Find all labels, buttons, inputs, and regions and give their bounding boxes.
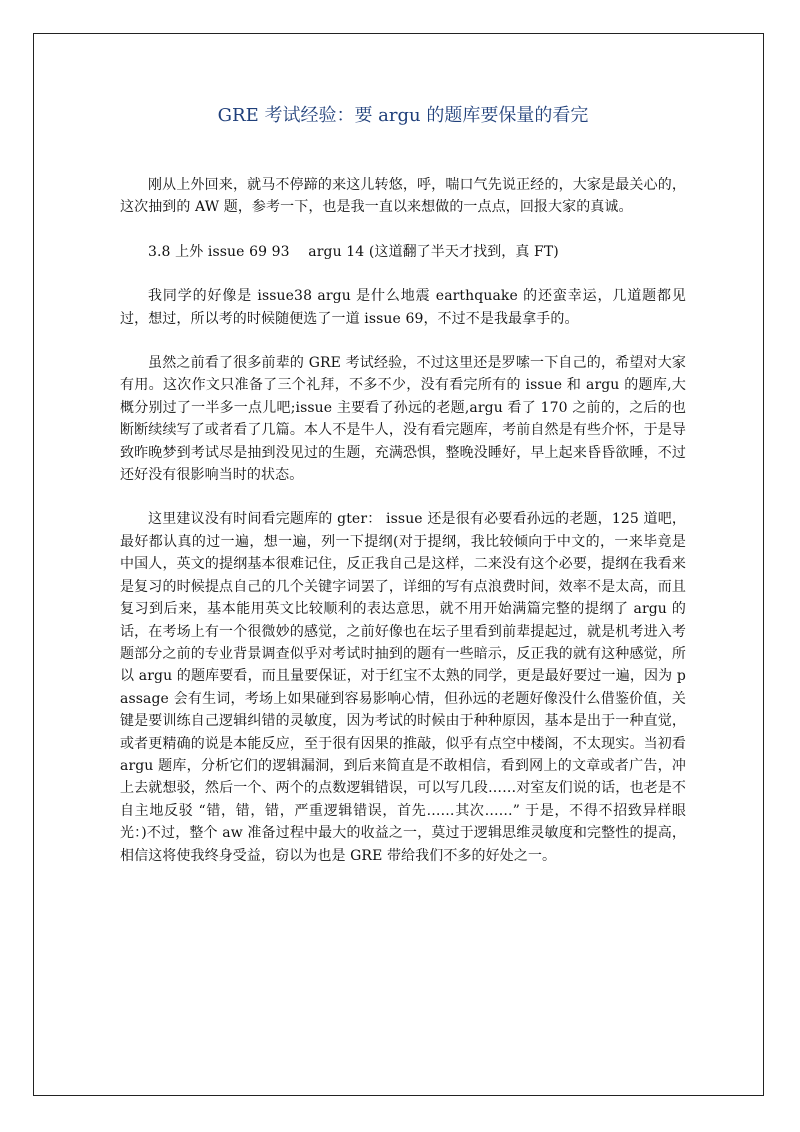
- document-title: GRE 考试经验：要 argu 的题库要保量的看完: [217, 105, 589, 126]
- paragraph-intro: 刚从上外回来，就马不停蹄的来这儿转悠，呼，喘口气先说正经的，大家是最关心的，这次抽到的 AW 题，参考一下，也是我一直以来想做的一点点，回报大家的真诚。: [120, 177, 686, 216]
- paragraph-classmate-topic: 我同学的好像是 issue38 argu 是什么地震 earthquake 的还蛮幸运，几道题都见过，想过，所以考的时候随便选了一道 issue 69，不过不是我最拿手的。: [120, 288, 686, 327]
- paragraph-advice: 这里建议没有时间看完题库的 gter： issue 还是很有必要看孙远的老题，125 道吧，最好都认真的过一遍，想一遍，列一下提纲(对于提纲，我比较倾向于中文的，一来毕竟是中国人，英文的提纲基本很难记住，反正我自己是这样，二来没有这个必要，提纲在我看来是复习的时候提点自己的几个关键字词罢了，详细的写有点浪费时间，效率不是太高，而且复习到后来，基本能用英文比较顺利的表达意思，就不用开始满篇完整的提纲了 argu 的话，在考场上有一个很微妙的感觉，之前好像也在坛子里看到前辈提起过，就是机考进入考题部分之前的专业背景调查似乎对考试时抽到的题有一些暗示，反正我的就有这种感觉，所以 argu 的题库要看，而且量要保证，对于红宝不太熟的同学，更是最好要过一遍，因为 passage 会有生词，考场上如果碰到容易影响心情，但孙远的老题好像没什么借鉴价值，关键是要训练自己逻辑纠错的灵敏度，因为考试的时候由于种种原因，基本是出于一种直觉，或者更精确的说是本能反应，至于很有因果的推敲，似乎有点空中楼阁，不太现实。当初看 argu 题库，分析它们的逻辑漏洞，到后来简直是不敢相信，看到网上的文章或者广告，冲上去就想驳，然后一个、两个的点数逻辑错误，可以写几段……对室友们说的话，也老是不自主地反驳 “错，错，错，严重逻辑错误，首先……其次……” 于是，不得不招致异样眼光：)不过，整个 aw 准备过程中最大的收益之一，莫过于逻辑思维灵敏度和完整性的提高，相信这将使我终身受益，窃以为也是 GRE 带给我们不多的好处之一。: [120, 511, 686, 864]
- paragraph-preparation: 虽然之前看了很多前辈的 GRE 考试经验，不过这里还是罗嗦一下自己的，希望对大家有用。这次作文只准备了三个礼拜，不多不少，没有看完所有的 issue 和 argu 的题库,大概分别过了一半多一点儿吧;issue 主要看了孙远的老题,argu 看了 170 之前的，之后的也断断续续写了或者看了几篇。本人不是牛人，没有看完题库，考前自然是有些介怀，于是导致昨晚梦到考试尽是抽到没见过的生题，充满恐惧，整晚没睡好，早上起来昏昏欲睡，不过还好没有很影响当时的状态。: [120, 355, 686, 484]
- document-content: [120, 100, 686, 889]
- paragraph-exam-topics: 3.8 上外 issue 69 93 argu 14 (这道翻了半天才找到，真 FT): [148, 243, 559, 260]
- document-body: [120, 174, 686, 867]
